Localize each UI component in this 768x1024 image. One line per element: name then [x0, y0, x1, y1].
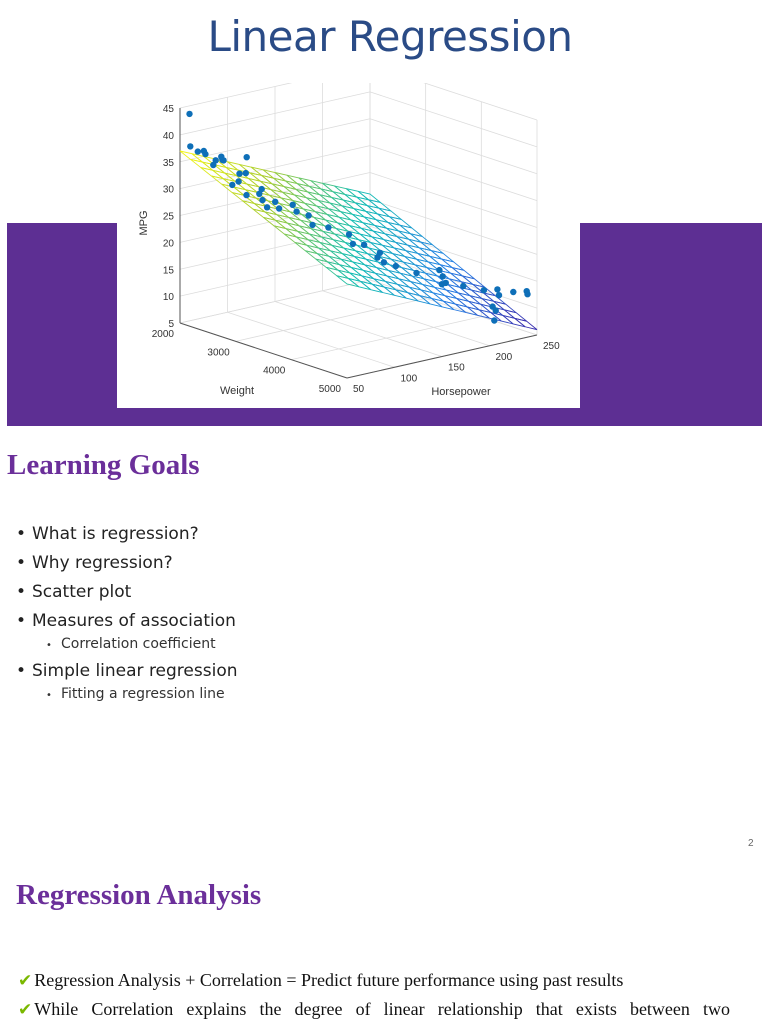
data-point: [195, 148, 201, 154]
goal-subtext: Fitting a regression line: [61, 686, 225, 702]
goal-text: Scatter plot: [32, 582, 132, 602]
data-point: [264, 204, 270, 210]
data-point: [236, 171, 242, 177]
goal-text: Why regression?: [32, 553, 173, 573]
grid-line: [275, 302, 442, 357]
data-point: [491, 317, 497, 323]
x-tick-label: 4000: [263, 365, 286, 377]
data-point: [244, 154, 250, 160]
goal-item: • Scatter plot: [16, 582, 132, 602]
data-point: [276, 205, 282, 211]
data-point: [481, 287, 487, 293]
data-point: [305, 212, 311, 218]
goal-text: What is regression?: [32, 524, 199, 544]
data-point: [309, 222, 315, 228]
data-point: [460, 283, 466, 289]
goal-text: Simple linear regression: [32, 661, 238, 681]
data-point: [494, 286, 500, 292]
z-tick-label: 30: [162, 184, 174, 196]
data-point: [361, 242, 367, 248]
z-tick-label: 10: [162, 292, 174, 304]
page-number: 2: [748, 838, 754, 849]
check-icon: ✔: [18, 971, 33, 990]
z-tick-label: 5: [168, 319, 174, 330]
regression-3d-chart: [117, 83, 580, 408]
y-tick-label: 50: [353, 384, 365, 395]
data-point: [201, 148, 207, 154]
grid-line: [370, 119, 537, 174]
data-point: [413, 270, 419, 276]
data-point: [436, 267, 442, 273]
data-point: [381, 259, 387, 265]
data-point: [220, 157, 226, 163]
y-tick-label: 250: [543, 341, 560, 352]
z-tick-label: 45: [162, 104, 174, 115]
chart-svg: [117, 83, 580, 408]
z-axis-label: MPG: [138, 210, 150, 236]
check-item: [18, 995, 730, 1024]
data-point: [229, 182, 235, 188]
check-icon: ✔: [18, 1000, 33, 1019]
goal-item: • Simple linear regression: [16, 661, 238, 681]
data-point: [187, 143, 193, 149]
z-tick-label: 40: [162, 130, 174, 142]
data-point: [293, 208, 299, 214]
data-point: [493, 307, 499, 313]
data-point: [259, 197, 265, 203]
data-point: [350, 241, 356, 247]
grid-line: [228, 312, 395, 367]
data-point: [374, 254, 380, 260]
goal-subitem: • Correlation coefficient: [46, 636, 216, 652]
goal-item: • Why regression?: [16, 553, 173, 573]
y-tick-label: 200: [495, 351, 513, 363]
data-point: [443, 280, 449, 286]
z-tick-label: 20: [162, 238, 174, 250]
grid-line: [370, 146, 537, 201]
goal-subtext: Correlation coefficient: [61, 636, 216, 652]
data-point: [235, 178, 241, 184]
goal-text: Measures of association: [32, 611, 236, 631]
y-tick-label: 100: [400, 373, 418, 385]
data-point: [210, 162, 216, 168]
data-point: [393, 263, 399, 269]
data-point: [440, 273, 446, 279]
grid-line: [370, 83, 537, 120]
data-point: [510, 289, 516, 295]
z-tick-label: 35: [162, 157, 174, 169]
x-axis-label: Weight: [219, 385, 255, 397]
slide-title: Linear Regression: [207, 12, 573, 61]
data-point: [325, 224, 331, 230]
grid-line: [370, 92, 537, 147]
regression-analysis-title: Regression Analysis: [16, 879, 262, 911]
goal-item: • What is regression?: [16, 524, 199, 544]
regression-analysis-points: [18, 966, 730, 1024]
learning-goals-title: Learning Goals: [7, 449, 200, 481]
goal-subitem: • Fitting a regression line: [46, 686, 225, 702]
check-item: [18, 966, 730, 995]
z-tick-label: 25: [162, 211, 174, 223]
data-point: [290, 202, 296, 208]
data-point: [186, 111, 192, 117]
x-tick-label: 2000: [151, 329, 174, 340]
data-point: [243, 170, 249, 176]
data-point: [256, 191, 262, 197]
x-tick-label: 3000: [207, 347, 230, 359]
y-axis-label: Horsepower: [431, 386, 491, 398]
x-tick-label: 5000: [318, 384, 341, 395]
goal-item: • Measures of association: [16, 611, 236, 631]
y-tick-label: 150: [448, 362, 465, 374]
z-tick-label: 15: [162, 265, 174, 277]
check-text: Regression Analysis + Correlation = Predict future performance using past results: [34, 970, 624, 990]
check-text: While Correlation explains the degree of linear relationship that exists between two: [34, 999, 730, 1019]
data-point: [496, 292, 502, 298]
data-point: [272, 199, 278, 205]
data-point: [524, 288, 530, 294]
data-point: [243, 192, 249, 198]
data-point: [346, 231, 352, 237]
